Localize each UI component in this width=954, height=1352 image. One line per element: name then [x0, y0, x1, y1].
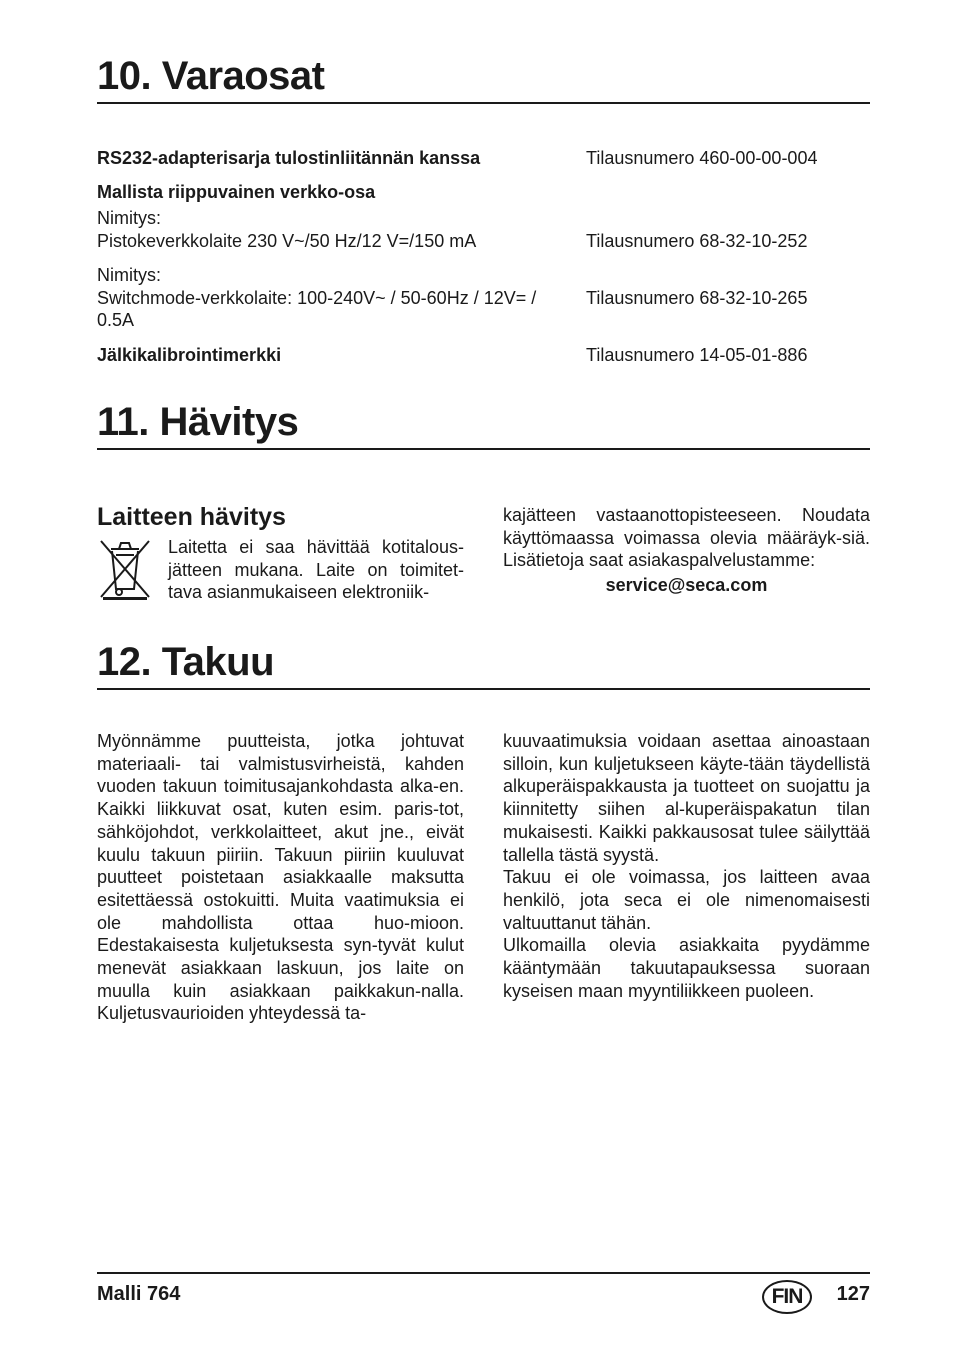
spare-part-switchmode-label: Nimitys:: [97, 265, 161, 285]
spare-part-rs232-title: RS232-adapterisarja tulostinliitännän kanssa: [97, 148, 481, 168]
page-number: 127: [836, 1283, 870, 1305]
disposal-subheading: Laitteen hävitys: [97, 503, 286, 531]
warranty-text-right: [503, 730, 870, 1002]
spare-part-power-label: Nimitys:: [97, 208, 161, 228]
spare-part-power-desc: Pistokeverkkolaite 230 V~/50 Hz/12 V=/150 mA: [97, 231, 477, 251]
spare-part-power-order: Tilausnumero 68-32-10-252: [586, 231, 808, 251]
disposal-text-right: kajätteen vastaanottopisteeseen. Noudata käyttömaassa voimassa olevia määräyk-siä. Lisätietoja saat asiakaspalvelustamme:: [503, 505, 870, 571]
warranty-paragraph-3: Ulkomailla olevia asiakkaita pyydämme kääntymään takuutapauksessa suoraan kyseisen maan myyntiliikkeen puoleen.: [503, 935, 870, 1001]
section-heading-warranty: 12. Takuu: [97, 640, 870, 690]
crossed-out-wheelie-bin-icon: [97, 537, 153, 601]
spare-part-calibration-order: Tilausnumero 14-05-01-886: [586, 345, 808, 365]
spare-part-calibration-title: Jälkikalibrointimerkki: [97, 345, 282, 365]
warranty-paragraph-1: kuuvaatimuksia voidaan asettaa ainoastaan silloin, kun kuljetukseen käyte-tään täydellistä alkuperäispakkausta ja tuotteet on suojattu ja kiinnitetty siihen al-kuperäispakatun tilan mukaisesti. Kaikki pakkausosat tulee säilyttää tallella tästä syystä.: [503, 731, 870, 865]
section-heading-disposal: 11. Hävitys: [97, 400, 870, 450]
spare-part-power-title: Mallista riippuvainen verkko-osa: [97, 182, 376, 202]
spare-part-rs232-order: Tilausnumero 460-00-00-004: [586, 148, 818, 168]
warranty-paragraph-2: Takuu ei ole voimassa, jos laitteen avaa henkilö, jota seca ei ole nimenomaisesti valtuuttanut tähän.: [503, 867, 870, 933]
section-heading-spare-parts: 10. Varaosat: [97, 54, 870, 104]
support-email[interactable]: service@seca.com: [605, 575, 768, 595]
footer-rule: [97, 1272, 870, 1274]
spare-part-switchmode-desc: Switchmode-verkkolaite: 100-240V~ / 50-60Hz / 12V= / 0.5A: [97, 288, 537, 330]
spare-part-switchmode-order: Tilausnumero 68-32-10-265: [586, 288, 808, 308]
footer-model: Malli 764: [97, 1283, 181, 1305]
language-badge: FIN: [762, 1280, 812, 1314]
warranty-text-left: Myönnämme puutteista, jotka johtuvat materiaali- tai valmistusvirheistä, kahden vuoden takuun toimitusajankohdasta alka-en. Kaikki liikkuvat osat, kuten esim. paris-tot, sähköjohdot, verkkolaitteet, akut jne., eivät kuulu takuun piiriin. Takuun piiriin kuuluvat puutteet poistetaan asiakkaalle maksutta esitettäessä ostokuitti. Muita vaatimuksia ei ole mahdollista ottaa huo-mioon. Edestakaisesta kuljetuksesta syn-tyvät kulut menevät asiakkaan laskuun, jos laite on muulla kuin asiakkaan paikkakun-nalla. Kuljetusvaurioiden yhteydessä ta-: [97, 731, 464, 1024]
disposal-text-left: Laitetta ei saa hävittää kotitalous-jätteen mukana. Laite on toimitet-tava asianmukaiseen elektroniik-: [168, 537, 464, 603]
